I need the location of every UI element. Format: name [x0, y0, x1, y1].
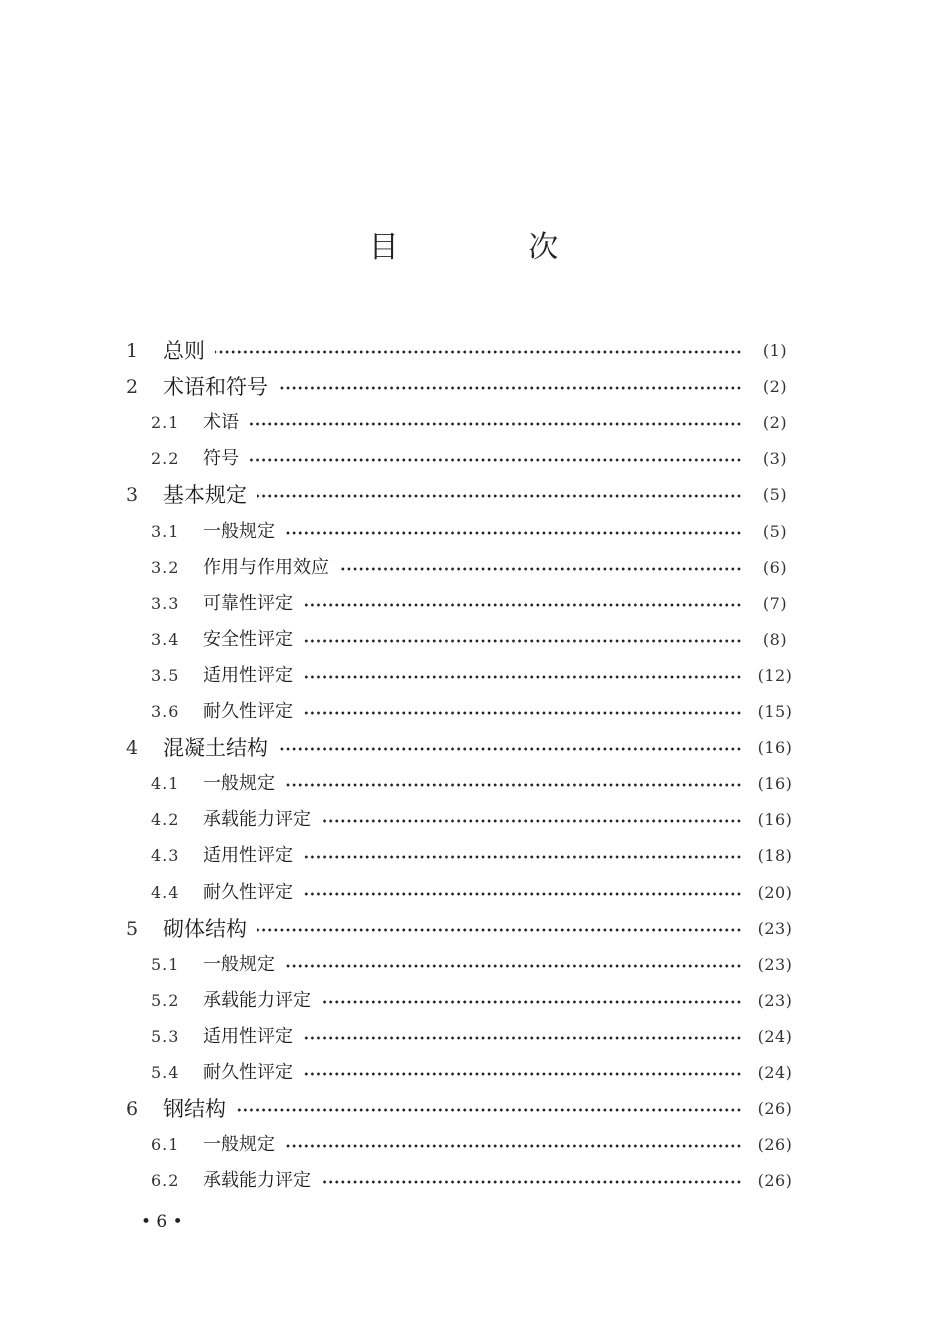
toc-section-row[interactable]	[0, 766, 927, 802]
toc-section-row[interactable]	[0, 983, 927, 1019]
toc-entry-page: (18)	[757, 846, 793, 866]
toc-entry-number: 5.4	[151, 1063, 180, 1082]
toc-dot-leader	[321, 819, 742, 823]
toc-entry-title: 术语和符号	[163, 375, 268, 400]
toc-entry-number: 3.2	[151, 557, 180, 577]
toc-entry-title: 承载能力评定	[203, 809, 311, 831]
toc-entry-title: 一般规定	[203, 520, 275, 542]
toc-entry-title: 适用性评定	[203, 664, 293, 686]
toc-entry-number: 5.2	[151, 990, 180, 1010]
toc-dot-leader	[303, 639, 742, 643]
toc-entry-title: 耐久性评定	[203, 881, 293, 903]
toc-dot-leader	[303, 1036, 742, 1040]
toc-entry-page: (2)	[762, 413, 788, 433]
toc-entry-page: (12)	[757, 665, 793, 685]
toc-entry-number: 5.1	[151, 954, 180, 974]
toc-section-row[interactable]	[0, 947, 927, 983]
toc-section-row[interactable]	[0, 838, 927, 874]
toc-entry-title: 混凝土结构	[163, 736, 268, 761]
toc-entry-title: 作用与作用效应	[203, 556, 329, 578]
toc-dot-leader	[285, 531, 742, 535]
toc-dot-leader	[285, 783, 742, 787]
toc-entry-number: 3.1	[151, 521, 180, 541]
toc-section-row[interactable]	[0, 694, 927, 730]
toc-dot-leader	[236, 1108, 742, 1112]
toc-entry-number: 4.2	[151, 810, 180, 830]
toc-entry-page: (23)	[757, 918, 793, 938]
toc-dot-leader	[303, 1072, 742, 1076]
toc-dot-leader	[303, 711, 742, 715]
page-title: 目 次	[368, 230, 619, 265]
toc-dot-leader	[257, 494, 742, 498]
toc-chapter-row[interactable]	[0, 911, 927, 947]
toc-entry-number: 3.3	[151, 593, 180, 613]
toc-dot-leader	[249, 458, 742, 462]
toc-entry-page: (23)	[757, 954, 793, 974]
toc-entry-number: 4.3	[151, 846, 180, 866]
toc-entry-title: 承载能力评定	[203, 989, 311, 1011]
toc-entry-page: (5)	[762, 521, 788, 541]
toc-entry-page: (15)	[757, 702, 793, 721]
toc-entry-number: 3.5	[151, 665, 180, 685]
toc-dot-leader	[303, 603, 742, 607]
toc-section-row[interactable]	[0, 405, 927, 441]
toc-section-row[interactable]	[0, 1163, 927, 1199]
toc-entry-title: 术语	[203, 412, 239, 434]
toc-dot-leader	[339, 567, 742, 571]
toc-dot-leader	[321, 1180, 742, 1184]
toc-entry-number: 6	[126, 1098, 139, 1121]
toc-section-row[interactable]	[0, 658, 927, 694]
toc-entry-title: 符号	[203, 448, 239, 470]
toc-entry-page: (26)	[757, 1171, 793, 1191]
toc-entry-title: 钢结构	[163, 1097, 226, 1122]
toc-entry-title: 总则	[163, 339, 205, 363]
toc-entry-page: (16)	[757, 774, 793, 794]
toc-dot-leader	[321, 1000, 742, 1004]
toc-entry-number: 6.2	[151, 1171, 180, 1191]
toc-dot-leader	[285, 964, 742, 968]
toc-dot-leader	[257, 928, 742, 932]
toc-entry-number: 6.1	[151, 1135, 180, 1155]
toc-section-row[interactable]	[0, 1055, 927, 1091]
toc-chapter-row[interactable]	[0, 477, 927, 513]
toc-section-row[interactable]	[0, 441, 927, 477]
toc-dot-leader	[249, 422, 742, 426]
toc-entry-page: (5)	[762, 485, 788, 505]
toc-section-row[interactable]	[0, 802, 927, 838]
toc-dot-leader	[278, 747, 742, 751]
toc-entry-title: 一般规定	[203, 773, 275, 795]
toc-entry-page: (1)	[762, 341, 788, 360]
toc-section-row[interactable]	[0, 1127, 927, 1163]
toc-entry-title: 砌体结构	[163, 916, 247, 941]
toc-entry-number: 5	[126, 917, 139, 940]
toc-dot-leader	[285, 1144, 742, 1148]
toc-entry-number: 3.4	[151, 629, 180, 649]
toc-chapter-row[interactable]	[0, 333, 927, 369]
toc-entry-number: 3.6	[151, 702, 180, 721]
toc-entry-page: (24)	[757, 1063, 793, 1082]
toc-entry-title: 基本规定	[163, 483, 247, 508]
toc-section-row[interactable]	[0, 875, 927, 911]
toc-dot-leader	[278, 386, 742, 390]
toc-entry-page: (16)	[757, 810, 793, 830]
toc-section-row[interactable]	[0, 550, 927, 586]
toc-entry-page: (2)	[762, 377, 788, 397]
toc-entry-title: 可靠性评定	[203, 592, 293, 614]
toc-entry-number: 2.1	[151, 413, 180, 433]
toc-entry-number: 1	[126, 340, 139, 362]
toc-section-row[interactable]	[0, 622, 927, 658]
toc-entry-number: 4.4	[151, 882, 180, 902]
toc-entry-page: (23)	[757, 990, 793, 1010]
toc-section-row[interactable]	[0, 514, 927, 550]
toc-section-row[interactable]	[0, 1019, 927, 1055]
toc-entry-page: (26)	[757, 1135, 793, 1155]
toc-chapter-row[interactable]	[0, 369, 927, 405]
toc-entry-title: 一般规定	[203, 1134, 275, 1156]
toc-dot-leader	[215, 350, 742, 354]
toc-entry-title: 适用性评定	[203, 1025, 293, 1047]
page-number: • 6 •	[141, 1212, 183, 1232]
toc-entry-title: 适用性评定	[203, 845, 293, 867]
toc-entry-number: 5.3	[151, 1026, 180, 1046]
toc-entry-title: 一般规定	[203, 953, 275, 975]
toc-entry-number: 4.1	[151, 774, 180, 794]
toc-entry-title: 耐久性评定	[203, 1062, 293, 1083]
toc-dot-leader	[303, 892, 742, 896]
toc-chapter-row[interactable]	[0, 730, 927, 766]
toc-entry-page: (16)	[757, 738, 793, 758]
toc-entry-number: 2.2	[151, 449, 180, 469]
toc-entry-page: (20)	[757, 882, 793, 902]
toc-entry-page: (6)	[762, 557, 788, 577]
toc-section-row[interactable]	[0, 586, 927, 622]
toc-entry-page: (26)	[757, 1099, 793, 1119]
toc-entry-number: 2	[126, 376, 139, 399]
toc-entry-number: 3	[126, 484, 139, 507]
toc-dot-leader	[303, 675, 742, 679]
toc-entry-title: 承载能力评定	[203, 1170, 311, 1192]
toc-entry-page: (8)	[762, 629, 788, 649]
toc-entry-title: 安全性评定	[203, 628, 293, 650]
toc-chapter-row[interactable]	[0, 1091, 927, 1127]
toc-entry-number: 4	[126, 737, 139, 760]
toc-entry-page: (7)	[762, 593, 788, 613]
toc-entry-title: 耐久性评定	[203, 701, 293, 722]
toc-entry-page: (24)	[757, 1026, 793, 1046]
toc-dot-leader	[303, 855, 742, 859]
toc-entry-page: (3)	[762, 449, 788, 469]
